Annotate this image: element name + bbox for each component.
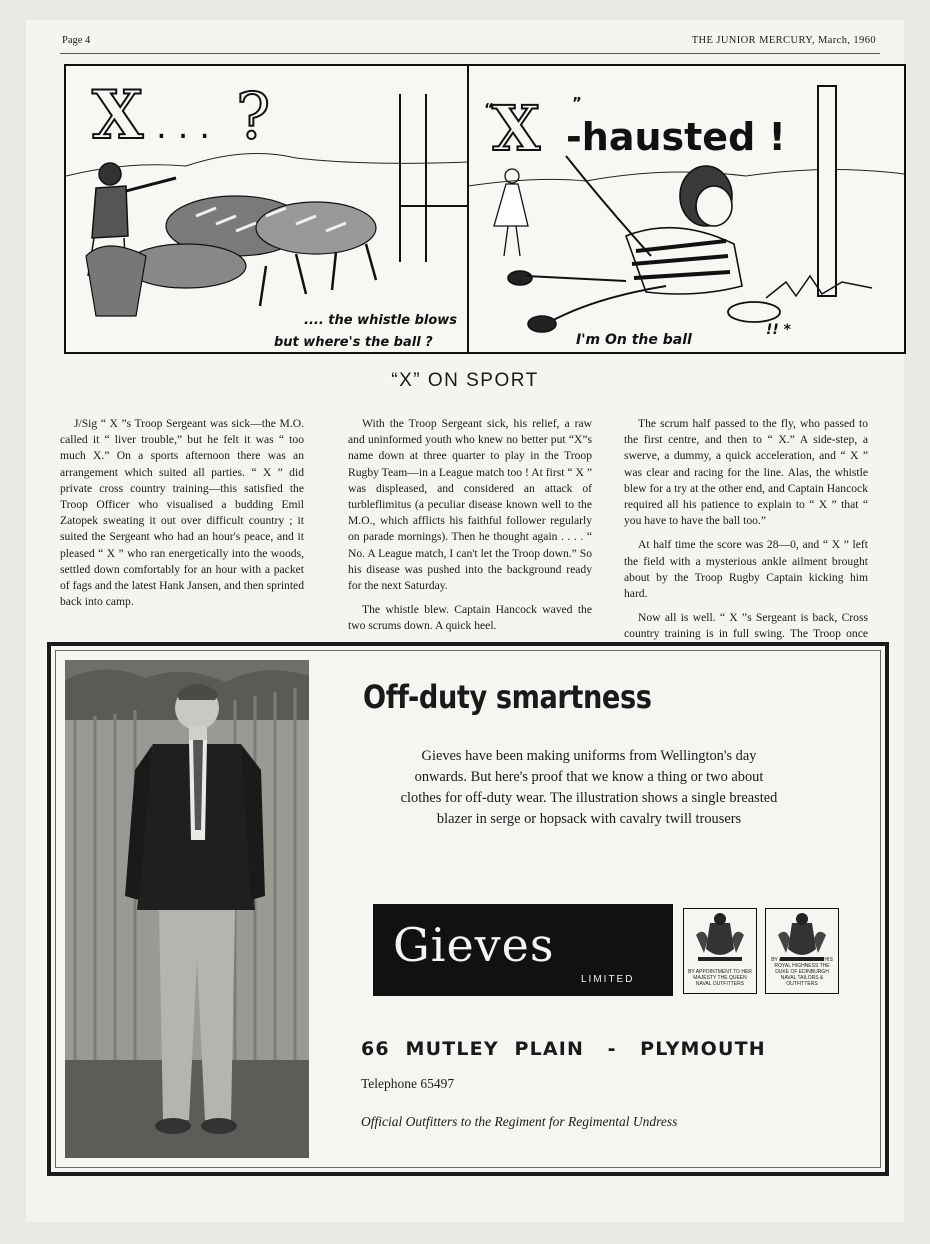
right-caption: I'm On the ball xyxy=(576,332,692,348)
right-title-x: X xyxy=(492,92,541,165)
warrant-text-1: BY APPOINTMENT TO HER MAJESTY THE QUEEN NAVAL OUTFITTERS xyxy=(688,969,752,987)
royal-warrant-crest-2 xyxy=(765,908,839,994)
left-caption-line1: .... the whistle blows xyxy=(304,313,458,328)
ad-tagline: Official Outfitters to the Regiment for Regimental Undress xyxy=(361,1114,678,1129)
article-title: “X” ON SPORT xyxy=(391,370,539,391)
brand-name: Gieves xyxy=(393,918,555,972)
article-paragraph: The whistle blew. Captain Hancock waved the two scrums down. A quick heel. xyxy=(348,603,592,633)
ad-headline: Off-duty smartness xyxy=(363,678,652,716)
page-number: Page 4 xyxy=(62,35,91,46)
telephone-number: Telephone 65497 xyxy=(361,1076,455,1091)
svg-text:”: ” xyxy=(572,94,582,112)
cartoon-drawing xyxy=(66,66,904,352)
article-paragraph: With the Troop Sergeant sick, his relief, a raw and uninformed youth who knew no better put “X”s name down at three quarter to play in the Troop Rugby Team—in a League match too ! At first “ X ” was displeased, and considered an attack of turbleflimitus (a peculiar disease known well to the M.O., which afflicts his faithful follower regularly on parade mornings). Then he thought again . . . . “ No. A League match, I can't let the Troop down.” So his disease was pushed into the background ready for the next Saturday. xyxy=(348,417,592,593)
crest-icon xyxy=(684,909,756,969)
publication-header: THE JUNIOR MERCURY, March, 1960 xyxy=(691,35,876,46)
gieves-advertisement xyxy=(47,642,889,1176)
article-paragraph: Now all is well. “ X ”s Sergeant is back, Cross country training is in full swing. The Troop once xyxy=(624,611,868,641)
brand-suffix: LIMITED xyxy=(581,974,635,985)
cartoon-strip xyxy=(64,64,906,354)
shop-address: 66 MUTLEY PLAIN - PLYMOUTH xyxy=(361,1038,766,1060)
warrant-text-2: BY APPOINTMENT TO HIS ROYAL HIGHNESS THE DUKE OF EDINBURGH NAVAL TAILORS & OUTFITTERS xyxy=(771,957,833,987)
brand-logo xyxy=(373,904,673,996)
scrum-figures xyxy=(86,196,376,316)
article-paragraph: The scrum half passed to the fly, who passed to the first centre, and then to “ X.” A side-step, a swerve, a dummy, a quick acceleration, and “ X ” was clear and racing for the line. Alas, the whistle blew for a try at the other end, and Captain Hancock required all his patience to explain to “ X ” that “ you have to have the ball too.” xyxy=(624,417,868,528)
ad-body-text: Gieves have been making uniforms from Wellington's day onwards. But here's proof that we know a thing or two about clothes for off-duty wear. The illustration shows a single breasted blazer in serge or hopsack with cavalry twill trousers xyxy=(400,748,778,827)
right-title-text: -hausted ! xyxy=(566,115,786,159)
royal-warrant-crest-1 xyxy=(683,908,757,994)
svg-text:?: ? xyxy=(236,80,271,154)
article-paragraph: At half time the score was 28—0, and “ X ” left the field with a mysterious ankle ailment brought about by the Troop Rugby Captain kicking him hard. xyxy=(624,538,868,601)
article-column-3 xyxy=(624,416,868,667)
brand-block xyxy=(373,904,839,996)
article-paragraph: J/Sig “ X ”s Troop Sergeant was sick—the M.O. called it “ liver trouble,” but he felt it was “ too much X.” On a sports afternoon there was an arrangement which suited all parties. “ X ” did private cross country training—this satisfied the Troop Officer who visualised a budding Emil Zatopek sweating it out over difficult country ; it suited the Sergeant who had an hour's peace, and it pleased “ X ” who ran energetically into the woods, settled down comfortably for an hour with a packet of fags and the latest Hank Jansen, and then sprinted back into camp. xyxy=(60,417,304,609)
player-figure xyxy=(508,156,780,332)
model-photo xyxy=(65,660,309,1158)
left-title-art xyxy=(92,76,270,154)
left-caption-line2: but where's the ball ? xyxy=(274,335,433,350)
svg-text:“: “ xyxy=(484,100,494,118)
right-caption-marks: !! * xyxy=(766,322,791,338)
svg-text:. . .: . . . xyxy=(156,107,211,147)
article-column-1 xyxy=(60,416,304,618)
header-rule xyxy=(60,53,880,54)
photo-illustration xyxy=(65,660,309,1158)
svg-text:X: X xyxy=(92,76,144,154)
article-column-2 xyxy=(348,416,592,643)
